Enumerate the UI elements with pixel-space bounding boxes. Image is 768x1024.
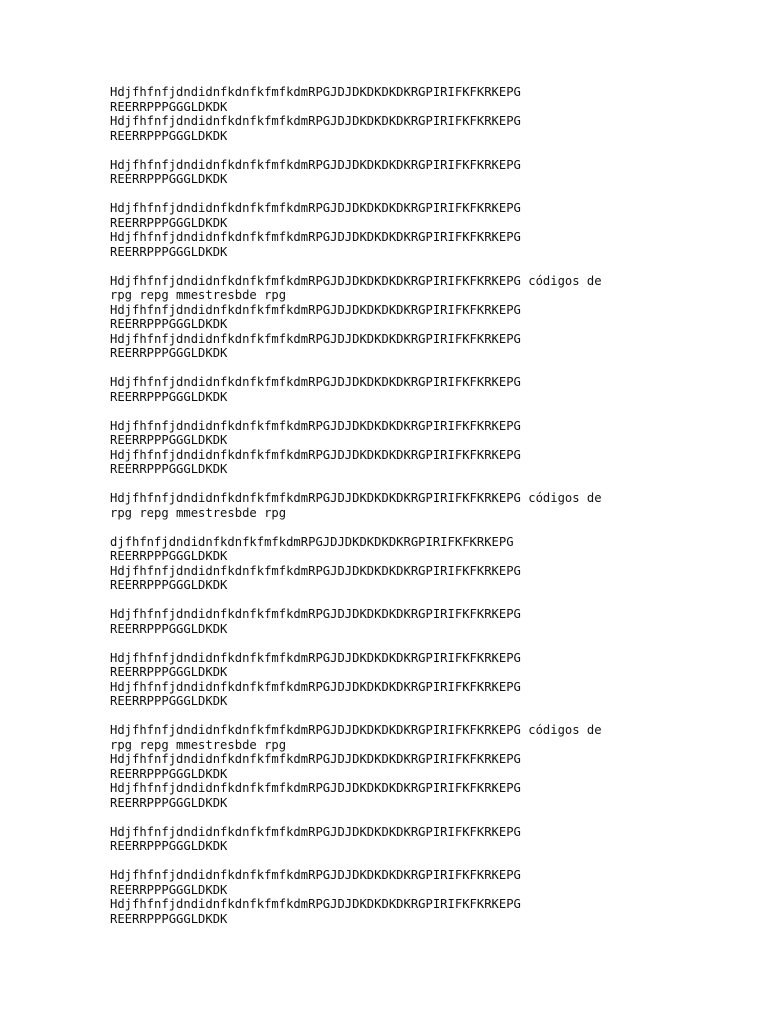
text-line: HdjfhfnfjdndidnfkdnfkfmfkdmRPGJDJDKDKDKDKRGPIRIFKFKRKEPG (110, 331, 521, 346)
text-line: rpg repg mmestresbde rpg (110, 737, 287, 752)
text-line: REERRPPPGGGLDKDK (110, 128, 228, 143)
paragraph (110, 868, 710, 926)
paragraph (110, 825, 710, 854)
text-line: REERRPPPGGGLDKDK (110, 911, 228, 926)
text-line: djfhfnfjdndidnfkdnfkfmfkdmRPGJDJDKDKDKDKRGPIRIFKFKRKEPG (110, 534, 514, 549)
text-line: REERRPPPGGGLDKDK (110, 215, 228, 230)
text-line: HdjfhfnfjdndidnfkdnfkfmfkdmRPGJDJDKDKDKDKRGPIRIFKFKRKEPG (110, 679, 521, 694)
text-line: HdjfhfnfjdndidnfkdnfkfmfkdmRPGJDJDKDKDKDKRGPIRIFKFKRKEPG (110, 114, 521, 128)
paragraph (110, 535, 710, 593)
text-line: HdjfhfnfjdndidnfkdnfkfmfkdmRPGJDJDKDKDKDKRGPIRIFKFKRKEPG (110, 302, 521, 317)
text-line: REERRPPPGGGLDKDK (110, 621, 228, 636)
text-line: HdjfhfnfjdndidnfkdnfkfmfkdmRPGJDJDKDKDKDKRGPIRIFKFKRKEPG (110, 201, 521, 215)
text-line: HdjfhfnfjdndidnfkdnfkfmfkdmRPGJDJDKDKDKDKRGPIRIFKFKRKEPG códigos de (110, 491, 602, 505)
text-line: HdjfhfnfjdndidnfkdnfkfmfkdmRPGJDJDKDKDKDKRGPIRIFKFKRKEPG (110, 781, 521, 795)
paragraph (110, 201, 710, 259)
text-line: HdjfhfnfjdndidnfkdnfkfmfkdmRPGJDJDKDKDKDKRGPIRIFKFKRKEPG (110, 157, 521, 172)
text-line: HdjfhfnfjdndidnfkdnfkfmfkdmRPGJDJDKDKDKDKRGPIRIFKFKRKEPG (110, 868, 521, 882)
text-line: REERRPPPGGGLDKDK (110, 549, 228, 563)
paragraph (110, 158, 710, 187)
text-line: HdjfhfnfjdndidnfkdnfkfmfkdmRPGJDJDKDKDKDKRGPIRIFKFKRKEPG (110, 418, 521, 433)
text-line: HdjfhfnfjdndidnfkdnfkfmfkdmRPGJDJDKDKDKDKRGPIRIFKFKRKEPG (110, 447, 521, 462)
paragraph (110, 274, 710, 361)
text-line: HdjfhfnfjdndidnfkdnfkfmfkdmRPGJDJDKDKDKDKRGPIRIFKFKRKEPG (110, 897, 521, 911)
paragraph (110, 85, 710, 143)
text-line: HdjfhfnfjdndidnfkdnfkfmfkdmRPGJDJDKDKDKDKRGPIRIFKFKRKEPG (110, 607, 521, 621)
paragraph (110, 607, 710, 636)
text-line: HdjfhfnfjdndidnfkdnfkfmfkdmRPGJDJDKDKDKDKRGPIRIFKFKRKEPG (110, 375, 521, 389)
paragraph (110, 375, 710, 404)
text-line: REERRPPPGGGLDKDK (110, 578, 228, 592)
text-line: REERRPPPGGGLDKDK (110, 389, 228, 404)
text-line: REERRPPPGGGLDKDK (110, 694, 228, 708)
text-line: HdjfhfnfjdndidnfkdnfkfmfkdmRPGJDJDKDKDKDKRGPIRIFKFKRKEPG (110, 650, 521, 665)
text-line: REERRPPPGGGLDKDK (110, 99, 228, 114)
text-line: REERRPPPGGGLDKDK (110, 433, 228, 447)
text-line: HdjfhfnfjdndidnfkdnfkfmfkdmRPGJDJDKDKDKDKRGPIRIFKFKRKEPG códigos de (110, 273, 602, 288)
text-line: HdjfhfnfjdndidnfkdnfkfmfkdmRPGJDJDKDKDKDKRGPIRIFKFKRKEPG (110, 563, 521, 578)
text-line: REERRPPPGGGLDKDK (110, 172, 228, 186)
text-line: REERRPPPGGGLDKDK (110, 462, 228, 476)
paragraph (110, 419, 710, 477)
text-line: HdjfhfnfjdndidnfkdnfkfmfkdmRPGJDJDKDKDKDKRGPIRIFKFKRKEPG códigos de (110, 723, 602, 737)
text-line: REERRPPPGGGLDKDK (110, 346, 228, 360)
document-body (110, 85, 710, 941)
text-line: REERRPPPGGGLDKDK (110, 766, 228, 781)
text-line: rpg repg mmestresbde rpg (110, 288, 287, 302)
text-line: rpg repg mmestresbde rpg (110, 505, 287, 520)
text-line: REERRPPPGGGLDKDK (110, 839, 228, 853)
text-line: REERRPPPGGGLDKDK (110, 795, 228, 810)
text-line: REERRPPPGGGLDKDK (110, 317, 228, 331)
paragraph (110, 651, 710, 709)
text-line: REERRPPPGGGLDKDK (110, 665, 228, 679)
text-line: HdjfhfnfjdndidnfkdnfkfmfkdmRPGJDJDKDKDKDKRGPIRIFKFKRKEPG (110, 824, 521, 839)
text-line: HdjfhfnfjdndidnfkdnfkfmfkdmRPGJDJDKDKDKDKRGPIRIFKFKRKEPG (110, 85, 521, 99)
text-line: REERRPPPGGGLDKDK (110, 882, 228, 897)
paragraph (110, 491, 710, 520)
paragraph (110, 723, 710, 810)
text-line: REERRPPPGGGLDKDK (110, 244, 228, 259)
text-line: HdjfhfnfjdndidnfkdnfkfmfkdmRPGJDJDKDKDKDKRGPIRIFKFKRKEPG (110, 230, 521, 244)
text-line: HdjfhfnfjdndidnfkdnfkfmfkdmRPGJDJDKDKDKDKRGPIRIFKFKRKEPG (110, 752, 521, 766)
